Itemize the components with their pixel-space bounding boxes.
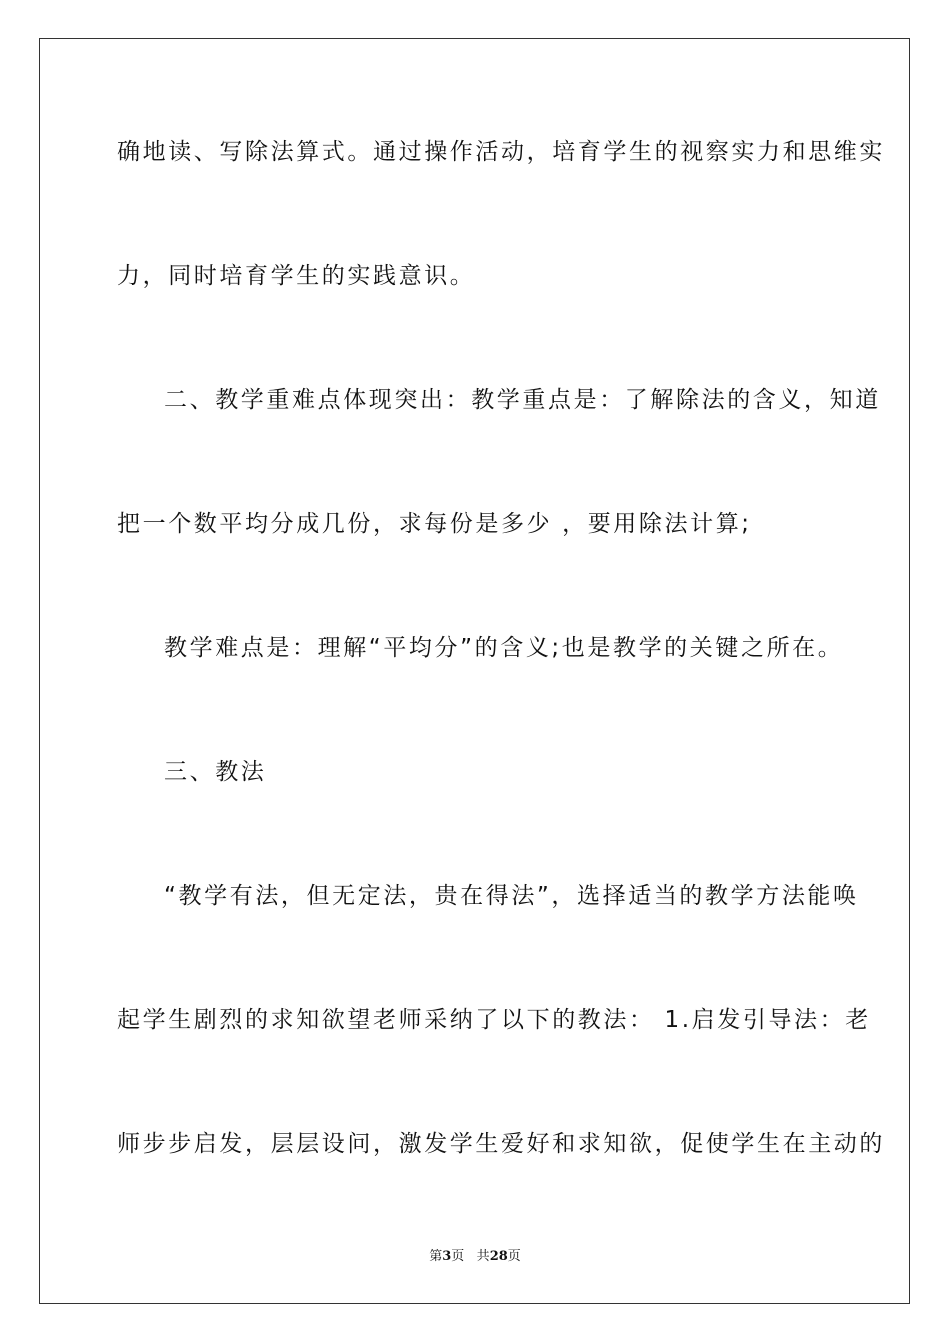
footer-total-number: 28 [489,1249,508,1264]
text-line-5: 教学难点是：理解“平均分”的含义;也是教学的关键之所在。 [164,635,844,661]
text-line-2: 力，同时培育学生的实践意识。 [117,263,476,289]
text-line-1: 确地读、写除法算式。通过操作活动，培育学生的视察实力和思维实 [117,139,885,165]
text-line-3: 二、教学重难点体现突出：教学重点是：了解除法的含义，知道 [164,387,881,413]
page-footer [0,1248,950,1266]
footer-total-prefix: 共 [476,1249,490,1264]
footer-page-prefix: 第 [429,1249,443,1264]
footer-total-suffix: 页 [507,1249,521,1264]
footer-page-suffix: 页 [451,1249,465,1264]
text-line-9: 师步步启发，层层设问，激发学生爱好和求知欲，促使学生在主动的 [117,1131,885,1157]
section-heading-teaching-method: 三、教法 [164,759,267,785]
footer-page-number: 3 [442,1249,452,1264]
text-line-7: “教学有法，但无定法，贵在得法”，选择适当的教学方法能唤 [164,883,859,909]
text-line-8: 起学生剧烈的求知欲望老师采纳了以下的教法： 1.启发引导法：老 [117,1007,871,1033]
page-border [39,38,910,1304]
text-line-4: 把一个数平均分成几份，求每份是多少 ，要用除法计算; [117,511,752,537]
